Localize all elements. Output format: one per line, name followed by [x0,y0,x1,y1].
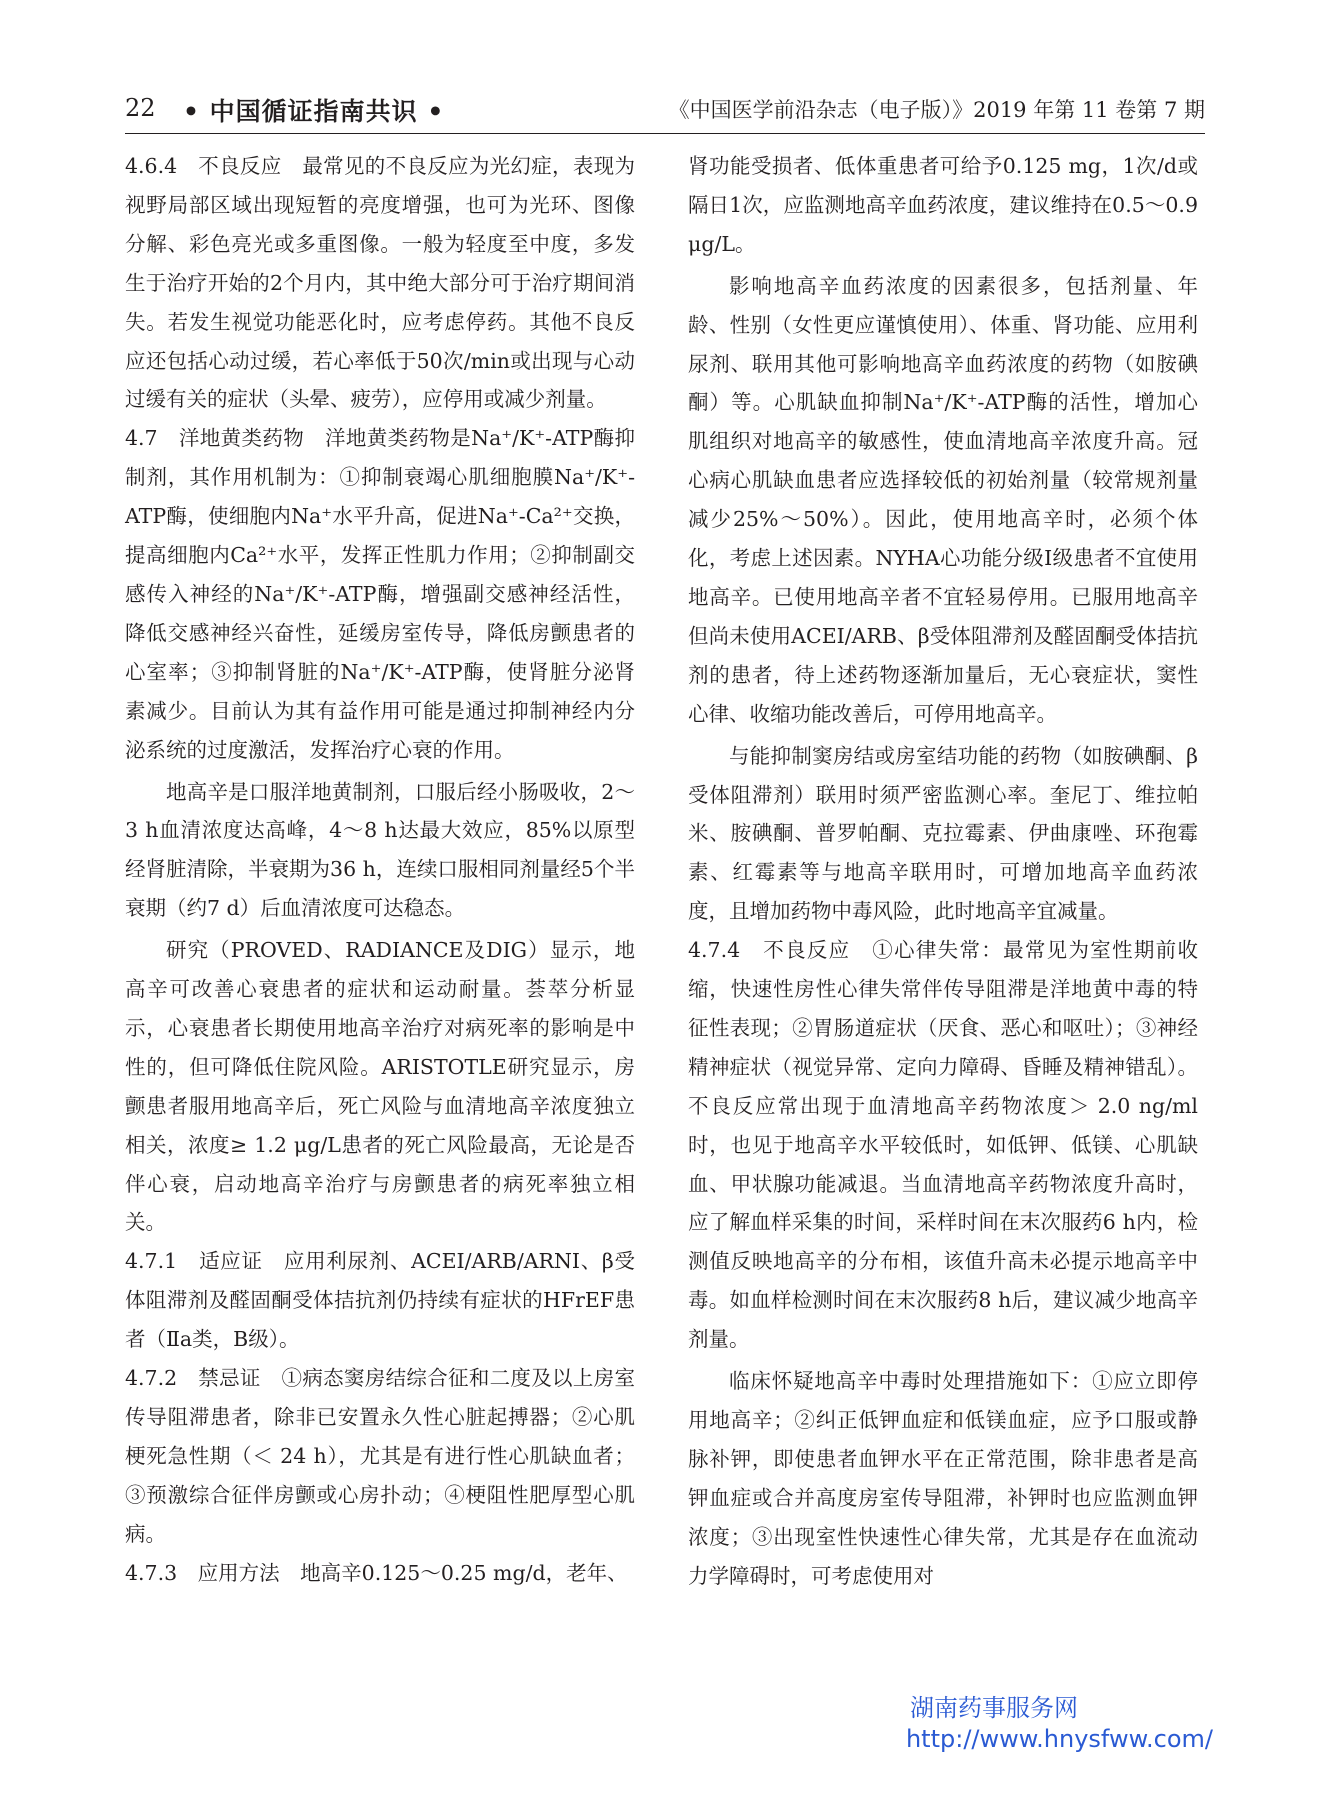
paragraph-4-7-1: 4.7.1 适应证 应用利尿剂、ACEI/ARB/ARNI、β受体阻滞剂及醛固酮受体拮抗剂仍持续有症状的HFrEF患者（Ⅱa类，B级）。 [125,1249,635,1352]
paragraph-4-7-4: 4.7.4 不良反应 ①心律失常：最常见为室性期前收缩，快速性房性心律失常伴传导阻滞是洋地黄中毒的特征性表现；②胃肠道症状（厌食、恶心和呕吐）；③神经精神症状（视觉异常、定向力障碍、昏睡及精神错乱）。不良反应常出现于血清地高辛药物浓度＞ 2.0 ng/ml时，也见于地高辛水平较低时，如低钾、低镁、心肌缺血、甲状腺功能减退。当血清地高辛药物浓度升高时，应了解血样采集的时间，采样时间在末次服药6 h内，检测值反映地高辛的分布相，该值升高未必提示地高辛中毒。如血样检测时间在末次服药8 h后，建议减少地高辛剂量。 [688,938,1198,1352]
page-header [125,88,1205,128]
watermark [906,1693,1213,1755]
left-column [125,147,635,1593]
paragraph-4-7: 4.7 洋地黄类药物 洋地黄类药物是Na⁺/K⁺-ATP酶抑制剂，其作用机制为：①抑制衰竭心肌细胞膜Na⁺/K⁺-ATP酶，使细胞内Na⁺水平升高，促进Na⁺-Ca²⁺交换，提高细胞内Ca²⁺水平，发挥正性肌力作用；②抑制副交感传入神经的Na⁺/K⁺-ATP酶，增强副交感神经活性，降低交感神经兴奋性，延缓房室传导，降低房颤患者的心室率；③抑制肾脏的Na⁺/K⁺-ATP酶，使肾脏分泌肾素减少。目前认为其有益作用可能是通过抑制神经内分泌系统的过度激活，发挥治疗心衰的作用。 [125,426,635,762]
paragraph-4-6-4: 4.6.4 不良反应 最常见的不良反应为光幻症，表现为视野局部区域出现短暂的亮度增强，也可为光环、图像分解、彩色亮光或多重图像。一般为轻度至中度，多发生于治疗开始的2个月内，其中绝大部分可于治疗期间消失。若发生视觉功能恶化时，应考虑停药。其他不良反应还包括心动过缓，若心率低于50次/min或出现与心动过缓有关的症状（头晕、疲劳），应停用或减少剂量。 [125,154,635,412]
paragraph-4-7-3: 4.7.3 应用方法 地高辛0.125～0.25 mg/d，老年、 [125,1560,628,1585]
paragraph-concentration-factors: 影响地高辛血药浓度的因素很多，包括剂量、年龄、性别（女性更应谨慎使用）、体重、肾功能、应用利尿剂、联用其他可影响地高辛血药浓度的药物（如胺碘酮）等。心肌缺血抑制Na⁺/K⁺-ATP酶的活性，增加心肌组织对地高辛的敏感性，使血清地高辛浓度升高。冠心病心肌缺血患者应选择较低的初始剂量（较常规剂量减少25%～50%）。因此，使用地高辛时，必须个体化，考虑上述因素。NYHA心功能分级Ⅰ级患者不宜使用地高辛。已使用地高辛者不宜轻易停用。已服用地高辛但尚未使用ACEI/ARB、β受体阻滞剂及醛固酮受体拮抗剂的患者，待上述药物逐渐加量后，无心衰症状，窦性心律、收缩功能改善后，可停用地高辛。 [688,273,1198,726]
header-rule [125,133,1205,134]
paragraph-drug-interactions: 与能抑制窦房结或房室结功能的药物（如胺碘酮、β受体阻滞剂）联用时须严密监测心率。奎尼丁、维拉帕米、胺碘酮、普罗帕酮、克拉霉素、伊曲康唑、环孢霉素、红霉素等与地高辛联用时，可增加地高辛血药浓度，且增加药物中毒风险，此时地高辛宜减量。 [688,743,1198,924]
right-column [688,147,1198,1596]
paragraph-toxicity-management: 临床怀疑地高辛中毒时处理措施如下：①应立即停用地高辛；②纠正低钾血症和低镁血症，应予口服或静脉补钾，即使患者血钾水平在正常范围，除非患者是高钾血症或合并高度房室传导阻滞，补钾时也应监测血钾浓度；③出现室性快速性心律失常，尤其是存在血流动力学障碍时，可考虑使用对 [688,1369,1198,1588]
watermark-url[interactable]: http://www.hnysfww.com/ [905,1725,1213,1753]
paragraph-digoxin-pharmacokinetics: 地高辛是口服洋地黄制剂，口服后经小肠吸收，2～3 h血清浓度达高峰，4～8 h达最大效应，85%以原型经肾脏清除，半衰期为36 h，连续口服相同剂量经5个半衰期（约7 d）后血清浓度可达稳态。 [125,779,635,921]
section-title: • 中国循证指南共识 • [183,97,445,126]
paragraph-4-7-2: 4.7.2 禁忌证 ①病态窦房结综合征和二度及以上房室传导阻滞患者，除非已安置永久性心脏起搏器；②心肌梗死急性期（＜ 24 h），尤其是有进行性心肌缺血者；③预激综合征伴房颤或心房扑动；④梗阻性肥厚型心肌病。 [125,1366,635,1546]
journal-citation: 《中国医学前沿杂志（电子版）》2019 年第 11 卷第 7 期 [668,98,1205,122]
watermark-name: 湖南药事服务网 [909,1694,1078,1722]
paragraph-digoxin-studies: 研究（PROVED、RADIANCE及DIG）显示，地高辛可改善心衰患者的症状和运动耐量。荟萃分析显示，心衰患者长期使用地高辛治疗对病死率的影响是中性的，但可降低住院风险。ARISTOTLE研究显示，房颤患者服用地高辛后，死亡风险与血清地高辛浓度独立相关，浓度≥ 1.2 μg/L患者的死亡风险最高，无论是否伴心衰，启动地高辛治疗与房颤患者的病死率独立相关。 [125,938,635,1235]
page-number: 22 [125,94,156,122]
paragraph-dosage-continued: 肾功能受损者、低体重患者可给予0.125 mg，1次/d或隔日1次，应监测地高辛血药浓度，建议维持在0.5～0.9 μg/L。 [688,154,1198,256]
